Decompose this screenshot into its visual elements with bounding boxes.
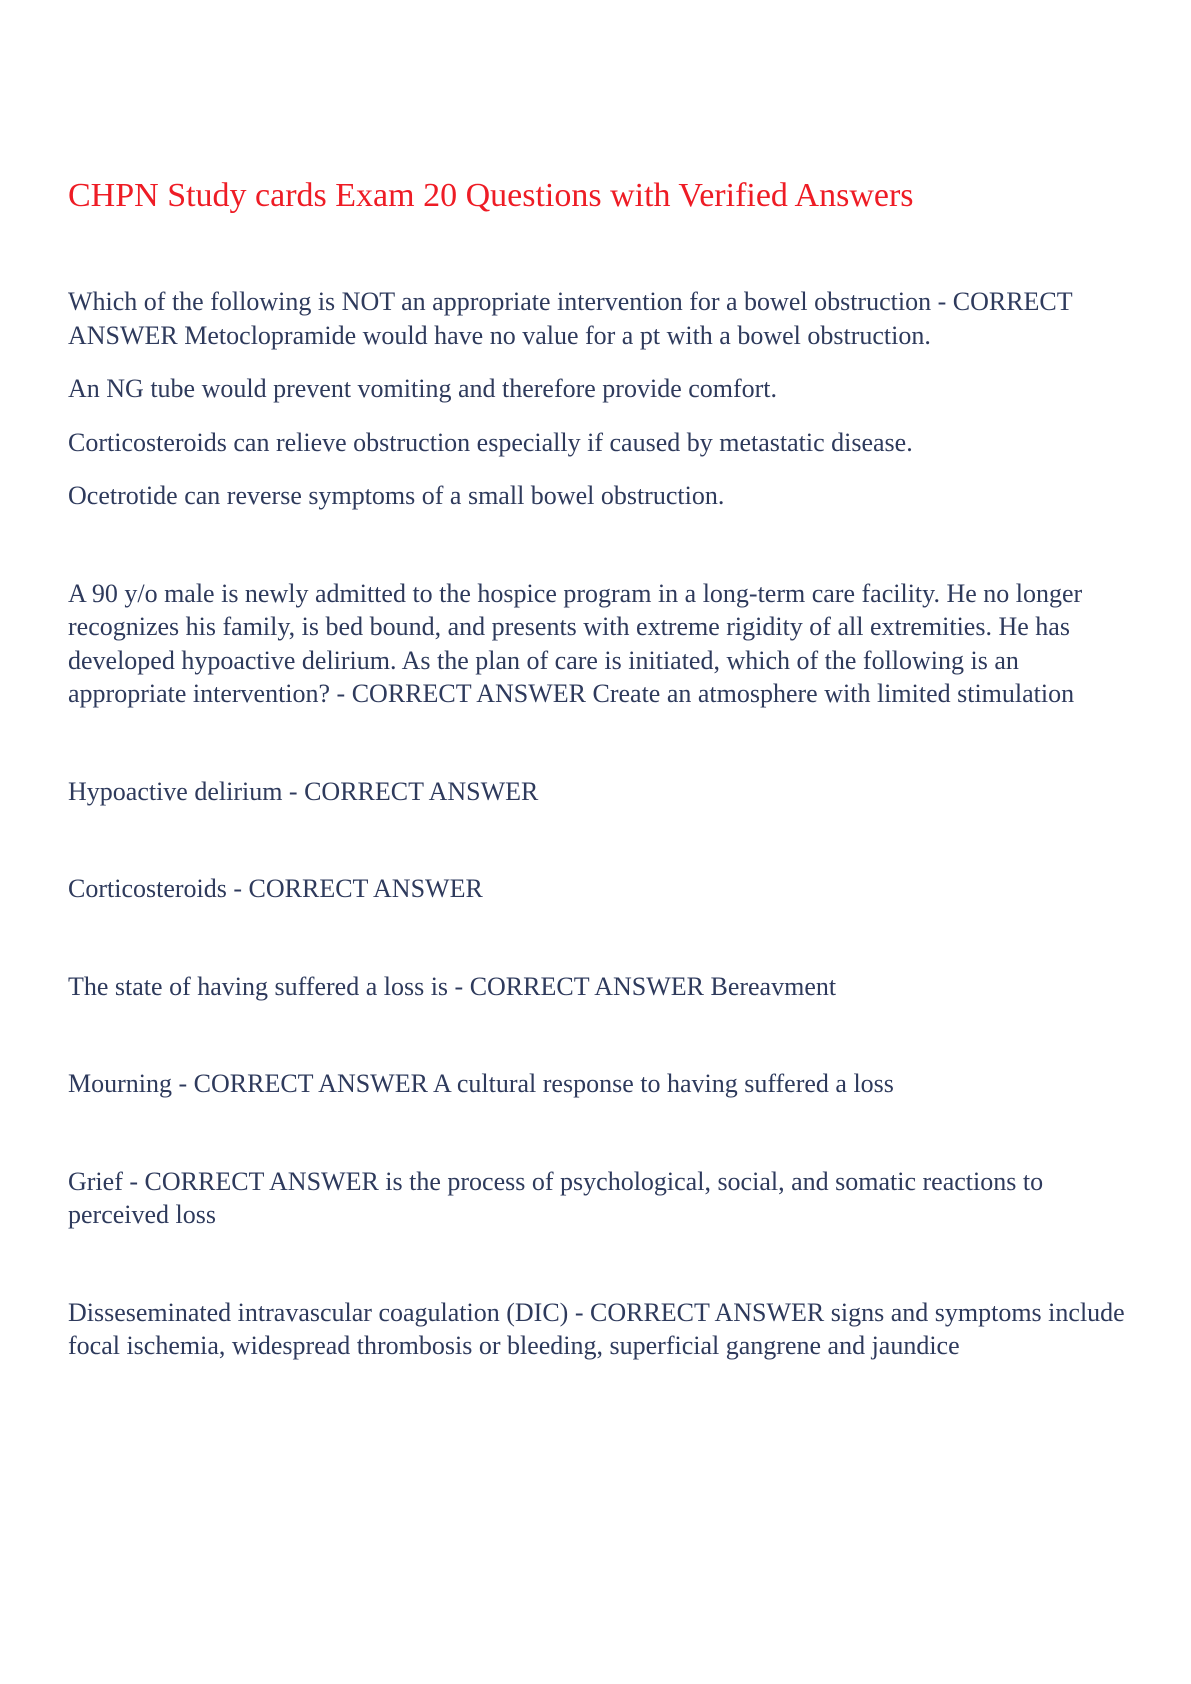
qa-entry-grief xyxy=(68,1165,1128,1232)
document-content xyxy=(68,285,1128,1363)
qa-paragraph: Ocetrotide can reverse symptoms of a small bowel obstruction. xyxy=(68,481,725,510)
qa-paragraph: Grief - CORRECT ANSWER is the process of psychological, social, and somatic reactions to perceived loss xyxy=(68,1166,1044,1229)
qa-paragraph: Corticosteroids can relieve obstruction especially if caused by metastatic disease. xyxy=(68,427,913,457)
qa-paragraph: Hypoactive delirium - CORRECT ANSWER xyxy=(68,776,539,806)
qa-paragraph: The state of having suffered a loss is - CORRECT ANSWER Bereavment xyxy=(68,971,837,1001)
qa-paragraph: Corticosteroids - CORRECT ANSWER xyxy=(68,874,483,903)
qa-entry-hypoactive-delirium-case xyxy=(68,577,1128,711)
qa-paragraph: An NG tube would prevent vomiting and therefore provide comfort. xyxy=(68,374,778,403)
qa-paragraph: Disseseminated intravascular coagulation (DIC) - CORRECT ANSWER signs and symptoms include focal ischemia, widespread thrombosis or bleeding, superficial gangrene and jaundice xyxy=(68,1297,1125,1360)
qa-entry-dic xyxy=(68,1296,1128,1363)
qa-entry-corticosteroids xyxy=(68,872,1128,906)
qa-paragraph: A 90 y/o male is newly admitted to the hospice program in a long-term care facility. He no longer recognizes his family, is bed bound, and presents with extreme rigidity of all extremities. He has developed hypoactive delirium. As the plan of care is initiated, which of the following is an appropriate intervention? - CORRECT ANSWER Create an atmosphere with limited stimulation xyxy=(68,578,1083,708)
qa-paragraph: Which of the following is NOT an appropriate intervention for a bowel obstruction - CORRECT ANSWER Metoclopramide would have no value for a pt with a bowel obstruction. xyxy=(68,287,1073,350)
qa-paragraph: Mourning - CORRECT ANSWER A cultural response to having suffered a loss xyxy=(68,1069,894,1098)
qa-entry-hypoactive-delirium xyxy=(68,775,1128,809)
document-title: CHPN Study cards Exam 20 Questions with Verified Answers xyxy=(68,177,914,214)
qa-entry-bereavement xyxy=(68,970,1128,1004)
qa-entry-mourning xyxy=(68,1067,1128,1101)
qa-entry-bowel-obstruction xyxy=(68,285,1128,513)
